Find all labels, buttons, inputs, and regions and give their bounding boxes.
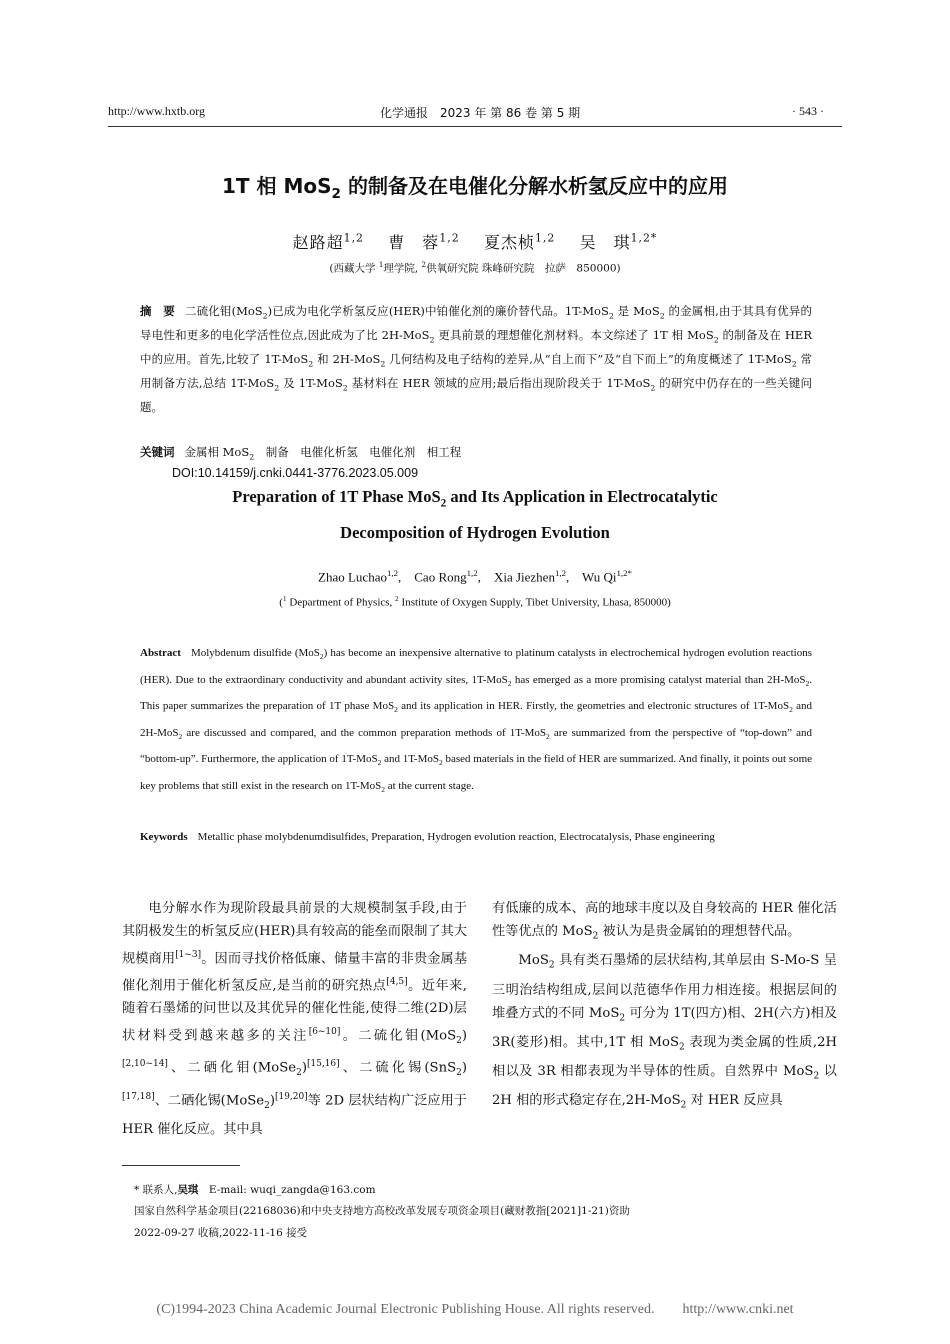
body-paragraph: 有低廉的成本、高的地球丰度以及自身较高的 HER 催化活性等优点的 MoS$_2$ 被认为是贵金属铂的理想替代品。 [492,901,837,943]
authors-chinese [0,230,950,253]
affiliation-chinese: (西藏大学 $^1$理学院, $^2$供氧研究院 珠峰研究院 拉萨 850000) [329,260,621,275]
title-chinese: 1T 相 MoS$_2$ 的制备及在电催化分解水析氢反应中的应用 [222,174,728,202]
header-rule [108,126,842,127]
title-english: Preparation of 1T Phase MoS$_2$ and Its Application in Electrocatalytic Decomposition of Hydrogen Evolution [232,487,718,543]
author-3: 夏杰桢$^{1,2}$ [483,231,556,252]
keywords-english: Keywords Metallic phase molybdenumdisulfides, Preparation, Hydrogen evolution reaction, Electrocatalysis, Phase engineering [140,831,715,843]
footnote-contact: * 联系人,吴琪 E-mail: wuqi_zangda@163.com [134,1184,376,1196]
abstract-english: Abstract Molybdenum disulfide (MoS$_2$) has become an inexpensive alternative to platinum catalysts in electrochemical hydrogen evolution reactions (HER). Due to the extraordinary conductivity and abundant activity sites, 1T-MoS$_2$ has emerged as a more promising catalyst material than 2H-MoS$_2$. This paper summarizes the preparation of 1T phase MoS$_2$ and its application in HER. Firstly, the geometries and electronic structures of 1T-MoS$_2$ and 2H-MoS$_2$ are discussed and compared, and the common preparation methods of 1T-MoS$_2$ are summarized from the perspective of “top-down” and “bottom-up”. Furthermore, the application of 1T-MoS$_2$ and 1T-MoS$_2$ based materials in the field of HER are summarized. And finally, it points out some key problems that still exist in the research on 1T-MoS$_2$ at the current stage. [140,647,813,795]
footnote-rule [122,1165,240,1166]
copyright-notice: (C)1994-2023 China Academic Journal Electronic Publishing House. All rights reserved. http://www.cnki.net [156,1302,794,1317]
author-1: 赵路超$^{1,2}$ [292,231,364,252]
authors-english: Zhao Luchao$^{1,2}$, Cao Rong$^{1,2}$, Xia Jiezhen$^{1,2}$, Wu $Qi^{1,2*}$ [318,568,632,585]
header-journal: 化学通报 2023 年 第 86 卷 第 5 期 [380,106,581,120]
keywords-chinese: 关键词 金属相 MoS$_2$ 制备 电催化析氢 电催化剂 相工程 [140,445,462,462]
abstract-chinese: 摘 要 二硫化钼(MoS$_2$)已成为电化学析氢反应(HER)中铂催化剂的廉价替代品。1T-MoS$_2$ 是 MoS$_2$ 的金属相,由于其具有优异的导电性和更多的电化学活性位点,因此成为了比 2H-MoS$_2$ 更具前景的理想催化剂材料。本文综述了 1T 相 MoS$_2$ 的制备及在 HER 中的应用。首先,比较了 1T-MoS$_2$ 和 2H-MoS$_2$ 几何结构及电子结构的差异,从“自上而下”及“自下而上”的角度概述了 1T-MoS$_2$ 常用制备方法,总结 1T-MoS$_2$ 及 1T-MoS$_2$ 基材料在 HER 领域的应用;最后指出现阶段关于 1T-MoS$_2$ 的研究中仍存在的一些关键问题。 [140,304,813,414]
abstract-label-cn: 摘 要 [140,304,175,318]
header-url: http://www.hxtb.org [108,104,206,118]
author-2: 曹 蓉$^{1,2}$ [388,231,460,252]
footnote-funding: 国家自然科学基金项目(22168036)和中央支持地方高校改革发展专项资金项目(藏财教指[2021]1-21)资助 [134,1205,630,1217]
header-page-number: · 543 · [792,104,824,118]
keywords-label-cn: 关键词 [140,445,175,459]
body-right-column [492,897,837,1118]
author-4: 吴 琪$^{1,2*}$ [579,231,658,252]
body-left-column [122,897,467,1142]
doi: DOI:10.14159/j.cnki.0441-3776.2023.05.009 [172,466,419,480]
abstract-label-en: Abstract [140,647,181,659]
affiliation-english: ($^1$ Department of Physics, $^2$ Institute of Oxygen Supply, Tibet University, Lhasa, 850000) [279,594,671,609]
body-paragraph: 电分解水作为现阶段最具前景的大规模制氢手段,由于其阴极发生的析氢反应(HER)具有较高的能垒而限制了其大规模商用[1~3]。因而寻找价格低廉、储量丰富的非贵金属基催化剂用于催化析氢反应,是当前的研究热点[4,5]。近年来,随着石墨烯的问世以及其优异的催化性能,使得二维(2D)层状材料受到越来越多的关注[6~10]。二硫化钼(MoS$_2$)[2,10~14]、二硒化钼(MoSe$_2$)[15,16]、二硫化锡(SnS$_2$)[17,18]、二硒化锡(MoSe$_2$)[19,20]等 2D 层状结构广泛应用于 HER 催化反应。其中具 [122,901,468,1138]
keywords-label-en: Keywords [140,831,188,843]
footnote-dates: 2022-09-27 收稿,2022-11-16 接受 [134,1227,308,1239]
body-paragraph: MoS$_2$ 具有类石墨烯的层状结构,其单层由 S-Mo-S 呈三明治结构组成,层间以范德华作用力相连接。根据层间的堆叠方式的不同 MoS$_2$ 可分为 1T(四方)相、2H(六方)相及 3R(菱形)相。其中,1T 相 MoS$_2$ 表现为类金属的性质,2H 相以及 3R 相都表现为半导体的性质。自然界中 MoS$_2$ 以 2H 相的形式稳定存在,2H-MoS$_2$ 对 HER 反应具 [492,953,838,1111]
